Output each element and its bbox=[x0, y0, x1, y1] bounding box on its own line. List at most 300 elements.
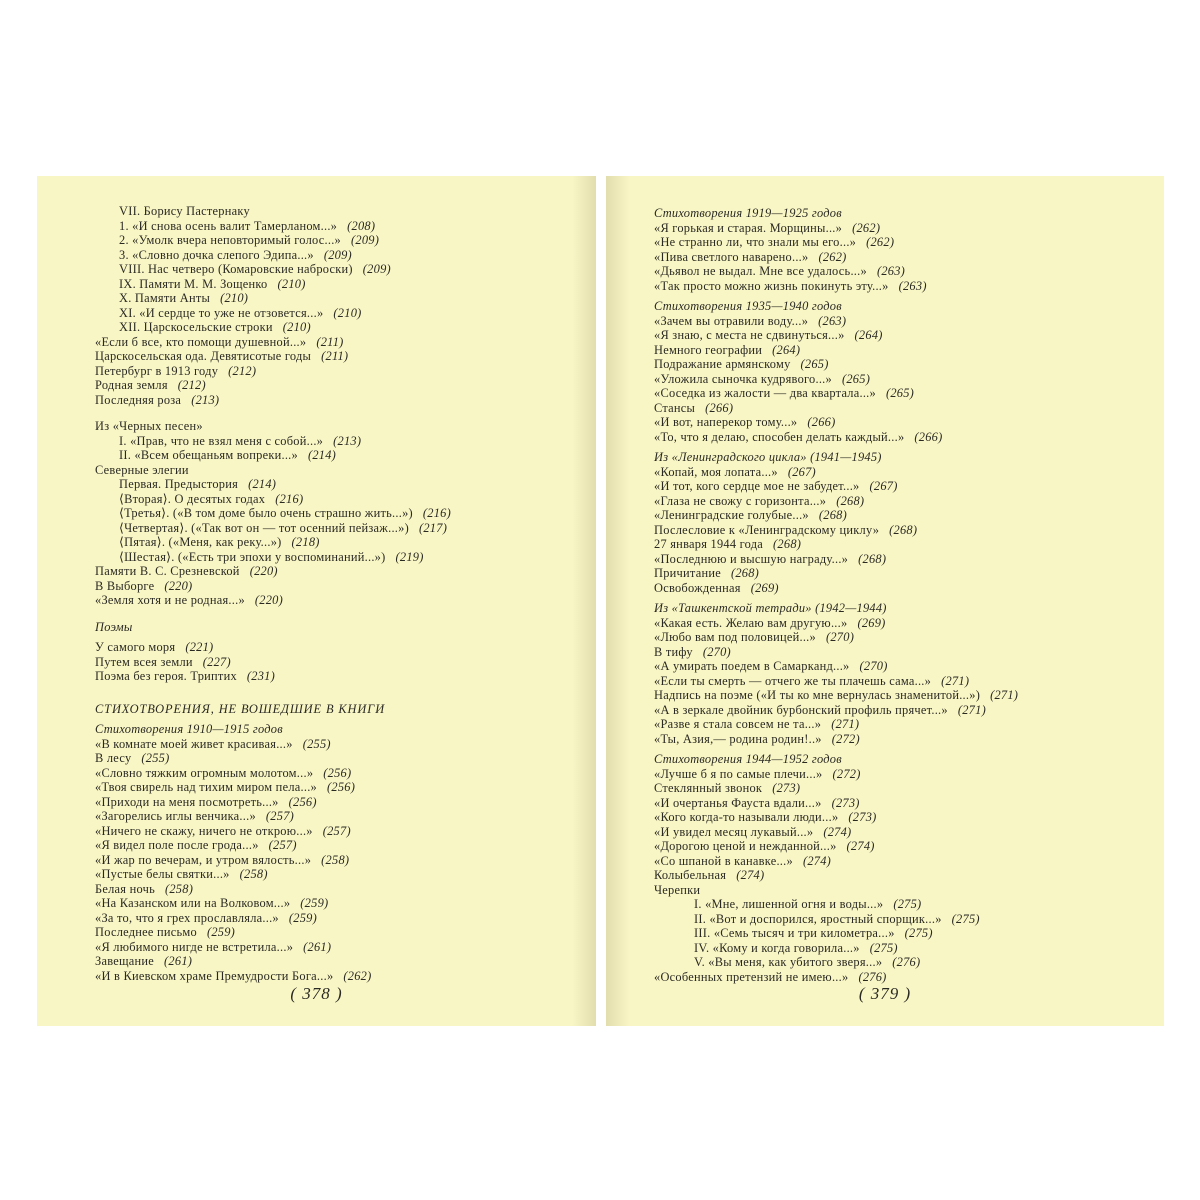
toc-entry bbox=[654, 732, 1144, 747]
entry-page-number: (271) bbox=[941, 673, 970, 688]
toc-entry bbox=[95, 751, 575, 766]
toc-entry bbox=[654, 912, 1144, 927]
entry-title: «То, что я делаю, способен делать каждый...» bbox=[654, 429, 905, 444]
entry-page-number: (227) bbox=[202, 654, 231, 669]
entry-page-number: (261) bbox=[164, 954, 193, 968]
toc-entry bbox=[654, 264, 1144, 279]
entry-page-number: (274) bbox=[736, 868, 765, 882]
entry-page-number: (271) bbox=[831, 717, 860, 731]
toc-entry bbox=[654, 508, 1144, 523]
spacer bbox=[95, 608, 575, 614]
entry-page-number: (269) bbox=[857, 615, 886, 630]
spacer bbox=[95, 684, 575, 696]
entry-title: «Пустые белы святки...» bbox=[95, 867, 230, 881]
entry-title: I. «Мне, лишенной огня и воды...» bbox=[694, 897, 884, 911]
entry-page-number: (220) bbox=[164, 578, 193, 593]
entry-title: «За то, что я грех прославляла...» bbox=[95, 910, 279, 925]
entry-page-number: (258) bbox=[239, 867, 268, 881]
toc-entry bbox=[95, 378, 575, 393]
toc-entry bbox=[654, 674, 1144, 689]
toc-entry bbox=[95, 655, 575, 670]
entry-title: «А в зеркале двойник бурбонский профиль прячет...» bbox=[654, 702, 948, 717]
entry-page-number: (258) bbox=[164, 881, 194, 896]
entry-page-number: (264) bbox=[854, 328, 883, 342]
entry-page-number: (276) bbox=[858, 969, 887, 984]
toc-entry bbox=[95, 277, 575, 292]
entry-page-number: (263) bbox=[898, 278, 927, 293]
entry-page-number: (216) bbox=[422, 506, 451, 520]
entry-page-number: (265) bbox=[800, 357, 829, 371]
entry-title: В Выборге bbox=[95, 578, 155, 593]
entry-page-number: (210) bbox=[282, 320, 311, 334]
entry-page-number: (267) bbox=[787, 464, 816, 479]
entry-page-number: (210) bbox=[333, 305, 362, 320]
entry-title: Стихотворения 1935—1940 годов bbox=[654, 299, 842, 313]
toc-entry bbox=[95, 579, 575, 594]
left-page bbox=[37, 176, 596, 1026]
entry-page-number: (265) bbox=[841, 371, 871, 386]
entry-page-number: (212) bbox=[177, 378, 206, 392]
entry-title: СТИХОТВОРЕНИЯ, НЕ ВОШЕДШИЕ В КНИГИ bbox=[95, 701, 386, 716]
entry-page-number: (262) bbox=[852, 220, 881, 235]
entry-title: «Если б все, кто помощи душевной...» bbox=[95, 334, 307, 349]
entry-page-number: (261) bbox=[303, 939, 332, 954]
toc-entry bbox=[654, 581, 1144, 596]
entry-title: Родная земля bbox=[95, 378, 168, 392]
toc-entry bbox=[654, 537, 1144, 552]
entry-title: V. «Вы меня, как убитого зверя...» bbox=[694, 955, 883, 969]
entry-title: Стеклянный звонок bbox=[654, 781, 763, 795]
entry-title: «Соседка из жалости — два квартала...» bbox=[654, 386, 876, 400]
entry-title: VII. Борису Пастернаку bbox=[119, 204, 250, 218]
toc-entry bbox=[95, 448, 575, 463]
toc-entry bbox=[95, 911, 575, 926]
entry-page-number: (256) bbox=[327, 780, 356, 794]
entry-page-number: (231) bbox=[246, 669, 275, 683]
toc-entry bbox=[654, 314, 1144, 329]
toc-entry bbox=[654, 854, 1144, 869]
toc-entry bbox=[95, 853, 575, 868]
right-page bbox=[606, 176, 1164, 1026]
entry-title: Северные элегии bbox=[95, 462, 189, 477]
entry-title: XII. Царскосельские строки bbox=[119, 320, 273, 334]
toc-entry bbox=[654, 767, 1144, 782]
toc-entry bbox=[95, 419, 575, 434]
toc-entry bbox=[95, 640, 575, 655]
entry-page-number: (259) bbox=[300, 896, 329, 910]
toc-entry bbox=[95, 940, 575, 955]
entry-page-number: (268) bbox=[858, 551, 887, 566]
toc-entry bbox=[654, 465, 1144, 480]
entry-title: Освобожденная bbox=[654, 580, 741, 595]
entry-title: «Я любимого нигде не встретила...» bbox=[95, 939, 294, 954]
toc-entry bbox=[95, 477, 575, 492]
toc-entry bbox=[654, 970, 1144, 985]
toc-entry bbox=[95, 434, 575, 449]
page-number: ( 379 ) bbox=[858, 984, 912, 1003]
entry-title: ⟨Вторая⟩. О десятых годах bbox=[119, 491, 266, 506]
entry-title: Колыбельная bbox=[654, 868, 727, 882]
entry-title: «Дорогою ценой и нежданной...» bbox=[654, 839, 837, 853]
entry-title: «Земля хотя и не родная...» bbox=[95, 593, 245, 607]
entry-page-number: (263) bbox=[818, 313, 847, 328]
entry-title: ⟨Шестая⟩. («Есть три эпохи у воспоминаний...») bbox=[119, 549, 386, 564]
entry-title: Надпись на поэме («И ты ко мне вернулась знаменитой...») bbox=[654, 688, 981, 702]
entry-title: ⟨Четвертая⟩. («Так вот он — тот осенний пейзаж...») bbox=[119, 520, 409, 535]
entry-title: «И тот, кого сердце мое не забудет...» bbox=[654, 479, 860, 493]
toc-entry bbox=[654, 883, 1144, 898]
toc-entry bbox=[95, 795, 575, 810]
entry-page-number: (273) bbox=[848, 810, 877, 824]
toc-entry bbox=[654, 717, 1144, 732]
toc-entry bbox=[654, 479, 1144, 494]
entry-page-number: (211) bbox=[316, 334, 344, 349]
entry-page-number: (255) bbox=[302, 736, 331, 751]
entry-title: «Твоя свирель над тихим миром пела...» bbox=[95, 780, 317, 794]
entry-title: «Разве я стала совсем не та...» bbox=[654, 717, 822, 731]
entry-title: Стихотворения 1919—1925 годов bbox=[654, 206, 842, 220]
toc-entry bbox=[95, 492, 575, 507]
entry-page-number: (273) bbox=[772, 781, 801, 795]
entry-page-number: (213) bbox=[333, 433, 362, 448]
entry-title: Стансы bbox=[654, 400, 696, 415]
toc-entry bbox=[95, 463, 575, 478]
entry-page-number: (269) bbox=[750, 580, 779, 595]
toc-entry bbox=[654, 566, 1144, 581]
entry-page-number: (272) bbox=[832, 766, 861, 781]
toc-entry bbox=[95, 320, 575, 335]
toc-entry bbox=[95, 248, 575, 263]
entry-page-number: (268) bbox=[889, 522, 918, 537]
entry-title: Из «Ленинградского цикла» (1941—1945) bbox=[654, 450, 882, 464]
entry-page-number: (263) bbox=[876, 264, 906, 278]
entry-page-number: (258) bbox=[321, 852, 350, 867]
entry-page-number: (271) bbox=[957, 702, 986, 717]
entry-title: «Зачем вы отравили воду...» bbox=[654, 313, 809, 328]
entry-page-number: (275) bbox=[951, 911, 980, 926]
toc-entry bbox=[654, 328, 1144, 343]
entry-title: Завещание bbox=[95, 954, 155, 968]
entry-page-number: (257) bbox=[268, 838, 297, 852]
entry-page-number: (214) bbox=[248, 477, 277, 491]
entry-title: Стихотворения 1910—1915 годов bbox=[95, 722, 283, 736]
entry-title: Стихотворения 1944—1952 годов bbox=[654, 752, 842, 766]
toc-entry bbox=[654, 955, 1144, 970]
entry-title: «И в Киевском храме Премудрости Бога...» bbox=[95, 968, 334, 983]
entry-title: Памяти В. С. Срезневской bbox=[95, 564, 240, 578]
entry-title: I. «Прав, что не взял меня с собой...» bbox=[119, 433, 324, 448]
entry-page-number: (209) bbox=[323, 247, 352, 262]
section-heading bbox=[95, 620, 575, 635]
entry-page-number: (265) bbox=[885, 386, 915, 400]
entry-page-number: (219) bbox=[395, 549, 424, 564]
entry-title: Путем всея земли bbox=[95, 654, 193, 669]
section-heading bbox=[654, 601, 1144, 616]
entry-page-number: (214) bbox=[307, 448, 337, 462]
entry-page-number: (256) bbox=[323, 765, 352, 780]
toc-entry bbox=[95, 882, 575, 897]
entry-title: «Любо вам под половицей...» bbox=[654, 630, 816, 644]
entry-title: «Глаза не свожу с горизонта...» bbox=[654, 493, 827, 508]
entry-title: «Дьявол не выдал. Мне все удалось...» bbox=[654, 264, 867, 278]
entry-title: В тифу bbox=[654, 644, 693, 659]
entry-page-number: (274) bbox=[802, 853, 832, 868]
entry-page-number: (213) bbox=[191, 392, 220, 407]
entry-title: II. «Всем обещаньям вопреки...» bbox=[119, 448, 298, 462]
toc-entry bbox=[95, 780, 575, 795]
entry-page-number: (221) bbox=[185, 640, 214, 654]
toc-entry bbox=[95, 335, 575, 350]
entry-page-number: (270) bbox=[825, 630, 855, 644]
toc-entry bbox=[95, 925, 575, 940]
entry-page-number: (257) bbox=[322, 823, 351, 838]
entry-title: VIII. Нас четверо (Комаровские наброски) bbox=[119, 262, 353, 276]
toc-entry bbox=[654, 926, 1144, 941]
entry-page-number: (262) bbox=[818, 249, 847, 264]
entry-title: IX. Памяти М. М. Зощенко bbox=[119, 276, 268, 291]
toc-entry bbox=[95, 766, 575, 781]
entry-title: 1. «И снова осень валит Тамерланом...» bbox=[119, 218, 338, 233]
toc-entry bbox=[654, 796, 1144, 811]
toc-entry bbox=[654, 430, 1144, 445]
entry-title: «Пива светлого наварено...» bbox=[654, 249, 809, 264]
toc-entry bbox=[654, 825, 1144, 840]
entry-title: «Лучше б я по самые плечи...» bbox=[654, 766, 823, 781]
toc-entry bbox=[654, 221, 1144, 236]
toc-entry bbox=[654, 552, 1144, 567]
toc-entry bbox=[654, 645, 1144, 660]
entry-page-number: (211) bbox=[321, 349, 349, 363]
entry-page-number: (268) bbox=[730, 566, 760, 580]
entry-page-number: (272) bbox=[831, 731, 860, 746]
entry-page-number: (262) bbox=[343, 968, 372, 983]
section-heading bbox=[654, 450, 1144, 465]
toc-entry bbox=[654, 630, 1144, 645]
entry-page-number: (257) bbox=[265, 809, 295, 823]
toc-entry bbox=[95, 349, 575, 364]
section-heading bbox=[654, 299, 1144, 314]
entry-page-number: (217) bbox=[418, 520, 448, 535]
toc-entry bbox=[654, 523, 1144, 538]
entry-title: «Копай, моя лопата...» bbox=[654, 464, 778, 479]
toc-entry bbox=[654, 688, 1144, 703]
entry-title: «А умирать поедем в Самарканд...» bbox=[654, 659, 850, 673]
entry-title: В лесу bbox=[95, 751, 132, 765]
entry-title: Подражание армянскому bbox=[654, 357, 791, 371]
gutter-shadow bbox=[606, 176, 630, 1026]
entry-page-number: (274) bbox=[846, 839, 875, 853]
toc-entry bbox=[654, 897, 1144, 912]
entry-title: Из «Черных песен» bbox=[95, 419, 203, 433]
entry-title: ⟨Третья⟩. («В том доме было очень страшно жить...») bbox=[119, 506, 413, 520]
gutter-shadow bbox=[572, 176, 596, 1026]
toc-entry bbox=[654, 659, 1144, 674]
toc-entry bbox=[95, 393, 575, 408]
entry-title: «Со шпаной в канавке...» bbox=[654, 853, 793, 868]
page-number: ( 378 ) bbox=[290, 984, 343, 1003]
entry-page-number: (220) bbox=[254, 593, 283, 607]
toc-entry bbox=[95, 550, 575, 565]
entry-page-number: (267) bbox=[869, 479, 898, 493]
entry-page-number: (276) bbox=[892, 955, 921, 969]
toc-entry bbox=[654, 781, 1144, 796]
entry-title: «И жар по вечерам, и утром вялость...» bbox=[95, 852, 312, 867]
entry-title: «И вот, наперекор тому...» bbox=[654, 415, 798, 429]
entry-page-number: (270) bbox=[702, 644, 731, 659]
section-heading bbox=[95, 722, 575, 737]
entry-title: «Не странно ли, что знали мы его...» bbox=[654, 235, 857, 249]
toc-entry bbox=[654, 941, 1144, 956]
toc-entry bbox=[654, 235, 1144, 250]
entry-title: «Я знаю, с места не сдвинуться...» bbox=[654, 328, 845, 342]
entry-title: Поэмы bbox=[95, 619, 133, 634]
entry-page-number: (266) bbox=[914, 429, 943, 444]
entry-title: «Последнюю и высшую награду...» bbox=[654, 551, 849, 566]
entry-page-number: (273) bbox=[831, 795, 860, 810]
toc-entry bbox=[654, 401, 1144, 416]
entry-title: Немного географии bbox=[654, 342, 763, 357]
spacer bbox=[95, 407, 575, 419]
section-heading bbox=[654, 206, 1144, 221]
entry-title: II. «Вот и доспорился, яростный спорщик...» bbox=[694, 911, 942, 926]
toc-entry bbox=[95, 506, 575, 521]
toc-entry bbox=[95, 233, 575, 248]
toc-entry bbox=[95, 364, 575, 379]
section-heading bbox=[654, 752, 1144, 767]
toc-entry bbox=[654, 386, 1144, 401]
entry-page-number: (218) bbox=[291, 535, 320, 549]
entry-title: Причитание bbox=[654, 566, 721, 580]
entry-page-number: (268) bbox=[818, 508, 847, 522]
entry-page-number: (255) bbox=[141, 751, 170, 765]
entry-title: 2. «Умолк вчера неповторимый голос...» bbox=[119, 233, 341, 247]
entry-title: «На Казанском или на Волковом...» bbox=[95, 896, 291, 910]
toc-entry bbox=[654, 250, 1144, 265]
entry-title: Последнее письмо bbox=[95, 925, 197, 939]
entry-title: «Если ты смерть — отчего же ты плачешь сама...» bbox=[654, 673, 932, 688]
entry-title: «Ничего не скажу, ничего не открою...» bbox=[95, 823, 313, 838]
toc-entry bbox=[654, 868, 1144, 883]
toc-entry bbox=[95, 824, 575, 839]
entry-page-number: (209) bbox=[362, 262, 391, 276]
toc-entry bbox=[95, 564, 575, 579]
entry-title: Черепки bbox=[654, 882, 701, 897]
entry-title: 27 января 1944 года bbox=[654, 537, 764, 551]
entry-title: «Уложила сыночка кудрявого...» bbox=[654, 371, 832, 386]
entry-page-number: (275) bbox=[869, 940, 898, 955]
entry-page-number: (268) bbox=[773, 537, 802, 551]
entry-page-number: (216) bbox=[275, 491, 304, 506]
toc-entry bbox=[654, 372, 1144, 387]
entry-title: Поэма без героя. Триптих bbox=[95, 669, 237, 683]
entry-title: «Какая есть. Желаю вам другую...» bbox=[654, 615, 848, 630]
entry-title: «Я видел поле после грода...» bbox=[95, 838, 259, 852]
toc-entry bbox=[95, 306, 575, 321]
toc-entry bbox=[95, 737, 575, 752]
entry-title: «Кого когда-то называли люди...» bbox=[654, 810, 839, 824]
entry-title: X. Памяти Анты bbox=[119, 291, 211, 305]
toc-entry bbox=[95, 954, 575, 969]
toc-entry bbox=[95, 969, 575, 984]
entry-title: 3. «Словно дочка слепого Эдипа...» bbox=[119, 247, 314, 262]
entry-page-number: (274) bbox=[823, 824, 852, 839]
left-contents-column bbox=[95, 204, 575, 983]
entry-title: IV. «Кому и когда говорила...» bbox=[694, 940, 860, 955]
entry-page-number: (264) bbox=[772, 342, 801, 357]
entry-page-number: (262) bbox=[866, 235, 895, 249]
entry-page-number: (220) bbox=[249, 564, 278, 578]
toc-entry bbox=[654, 343, 1144, 358]
entry-title: «Я горькая и старая. Морщины...» bbox=[654, 220, 843, 235]
entry-title: «И увидел месяц лукавый...» bbox=[654, 824, 814, 839]
entry-title: ⟨Пятая⟩. («Меня, как реку...») bbox=[119, 535, 282, 549]
entry-title: Из «Ташкентской тетради» (1942—1944) bbox=[654, 601, 887, 615]
entry-title: Царскосельская ода. Девятисотые годы bbox=[95, 349, 312, 363]
entry-title: «Так просто можно жизнь покинуть эту...» bbox=[654, 278, 889, 293]
entry-page-number: (208) bbox=[347, 218, 376, 233]
toc-entry bbox=[95, 291, 575, 306]
toc-entry bbox=[95, 838, 575, 853]
entry-title: «Ты, Азия,— родина родин!..» bbox=[654, 731, 822, 746]
entry-title: У самого моря bbox=[95, 640, 176, 654]
toc-entry bbox=[654, 494, 1144, 509]
entry-page-number: (271) bbox=[990, 688, 1019, 702]
toc-entry bbox=[654, 810, 1144, 825]
entry-title: Белая ночь bbox=[95, 881, 155, 896]
entry-title: «И очертанья Фауста вдали...» bbox=[654, 795, 822, 810]
right-contents-column bbox=[654, 206, 1144, 984]
entry-page-number: (209) bbox=[351, 233, 380, 247]
entry-title: «Особенных претензий не имею...» bbox=[654, 969, 849, 984]
entry-page-number: (266) bbox=[807, 415, 836, 429]
entry-page-number: (259) bbox=[206, 925, 236, 939]
toc-entry bbox=[95, 535, 575, 550]
entry-page-number: (212) bbox=[228, 363, 257, 378]
toc-entry bbox=[654, 616, 1144, 631]
entry-title: Первая. Предыстория bbox=[119, 477, 239, 491]
entry-page-number: (210) bbox=[220, 291, 249, 305]
entry-page-number: (275) bbox=[893, 897, 922, 911]
toc-entry bbox=[654, 415, 1144, 430]
entry-title: Последняя роза bbox=[95, 392, 182, 407]
entry-title: «В комнате моей живет красивая...» bbox=[95, 736, 293, 751]
entry-page-number: (266) bbox=[705, 400, 734, 415]
entry-title: Петербург в 1913 году bbox=[95, 363, 219, 378]
toc-entry bbox=[95, 809, 575, 824]
toc-entry bbox=[95, 669, 575, 684]
toc-entry bbox=[95, 204, 575, 219]
entry-title: «Ленинградские голубые...» bbox=[654, 508, 809, 522]
toc-entry bbox=[95, 593, 575, 608]
entry-title: «Приходи на меня посмотреть...» bbox=[95, 794, 279, 809]
entry-page-number: (268) bbox=[836, 493, 865, 508]
toc-entry bbox=[654, 703, 1144, 718]
entry-title: «Словно тяжким огромным молотом...» bbox=[95, 765, 314, 780]
entry-page-number: (270) bbox=[859, 659, 888, 673]
entry-page-number: (210) bbox=[277, 276, 306, 291]
toc-entry bbox=[95, 896, 575, 911]
toc-entry bbox=[95, 262, 575, 277]
entry-title: III. «Семь тысяч и три километра...» bbox=[694, 926, 895, 940]
entry-title: XI. «И сердце то уже не отзовется...» bbox=[119, 305, 324, 320]
toc-entry bbox=[654, 357, 1144, 372]
toc-entry bbox=[654, 839, 1144, 854]
entry-page-number: (256) bbox=[288, 794, 317, 809]
toc-entry bbox=[654, 279, 1144, 294]
entry-title: «Загорелись иглы венчика...» bbox=[95, 809, 256, 823]
part-heading bbox=[95, 702, 575, 717]
toc-entry bbox=[95, 521, 575, 536]
